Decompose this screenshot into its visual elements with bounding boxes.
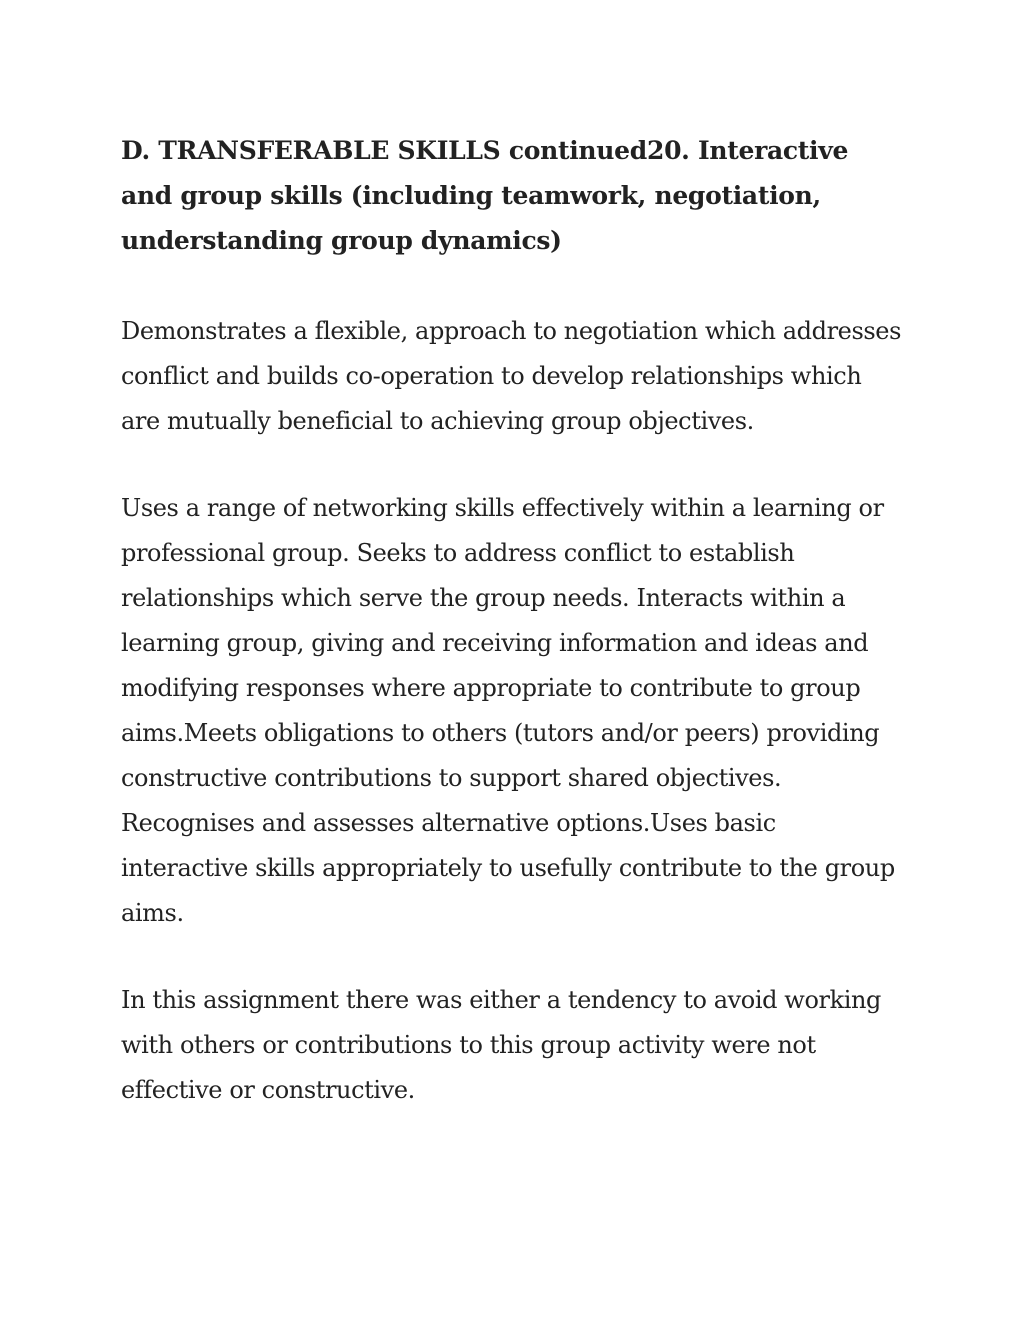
paragraph-assessment: In this assignment there was either a tendency to avoid working with others or contributions to this group activity were not effective or constructive. (121, 986, 882, 1104)
document-page (121, 128, 906, 1155)
paragraph-negotiation: Demonstrates a flexible, approach to negotiation which addresses conflict and builds co-operation to develop relationships which are mutually beneficial to achieving group objectives. (121, 317, 901, 435)
paragraph-networking: Uses a range of networking skills effectively within a learning or professional group. Seeks to address conflict to establish relationships which serve the group needs. Interacts within a learning group, giving and receiving information and ideas and modifying responses where appropriate to contribute to group aims.Meets obligations to others (tutors and/or peers) providing constructive contributions to support shared objectives. Recognises and assesses alternative options.Uses basic interactive skills appropriately to usefully contribute to the group aims. (121, 494, 895, 927)
section-heading: D. TRANSFERABLE SKILLS continued20. Interactive and group skills (including teamwork, negotiation, understanding group dynamics) (121, 136, 849, 255)
